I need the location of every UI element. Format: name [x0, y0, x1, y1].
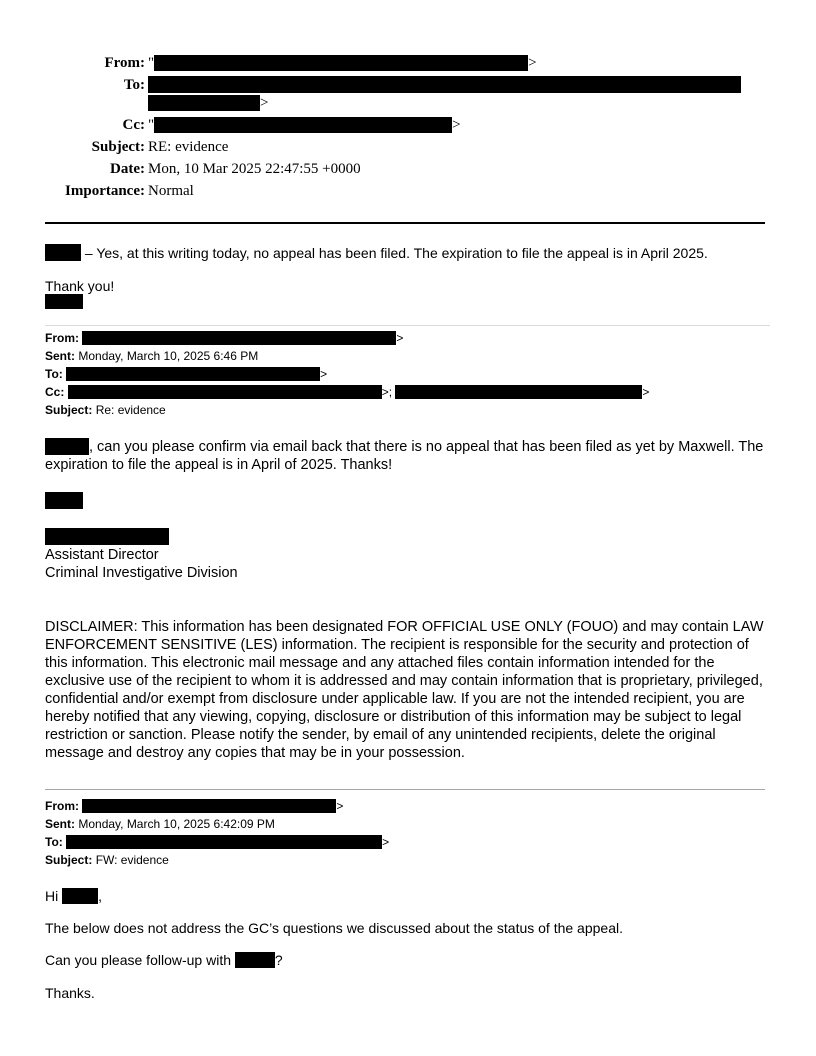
msg2-from-label: From: [45, 331, 79, 345]
msg3-subject-value: FW: evidence [95, 853, 169, 867]
msg3-from-suffix: > [336, 799, 344, 813]
redaction [66, 367, 320, 381]
cc-suffix: > [452, 117, 461, 133]
msg3-greeting [45, 887, 775, 905]
msg3-subject-label: Subject: [45, 853, 93, 867]
msg3-sent-value: Monday, March 10, 2025 6:42:09 PM [78, 817, 275, 831]
msg2-subject-value: Re: evidence [95, 403, 166, 417]
msg3-to-label: To: [45, 835, 63, 849]
subject-label: Subject: [91, 139, 145, 155]
msg2-from-suffix: > [396, 331, 404, 345]
msg3-greeting-end: , [98, 888, 103, 904]
msg2-cc-sep: >; [381, 385, 393, 399]
redaction [235, 952, 275, 968]
importance-value: Normal [148, 183, 194, 199]
msg3-from-label: From: [45, 799, 79, 813]
redaction [66, 835, 382, 849]
msg2-body-text: , can you please confirm via email back that there is no appeal that has been filed as yet by Maxwell. The expiration to file the appeal is in April of 2025. Thanks! [45, 439, 764, 473]
sig-division: Criminal Investigative Division [45, 565, 238, 581]
signature-name-redaction [45, 528, 169, 545]
message-divider [45, 325, 770, 326]
to-suffix: > [260, 95, 269, 111]
date-value: Mon, 10 Mar 2025 22:47:55 +0000 [148, 161, 361, 177]
redaction [62, 888, 98, 904]
msg3-sent-label: Sent: [45, 817, 75, 831]
redaction [82, 799, 336, 813]
from-prefix: " [148, 55, 155, 71]
msg2-to [45, 365, 327, 383]
msg2-from [45, 329, 403, 347]
msg2-subject-label: Subject: [45, 403, 93, 417]
redaction [45, 438, 89, 455]
to-value-cont [148, 94, 268, 112]
redaction [154, 117, 452, 133]
to-label: To: [123, 77, 145, 93]
redaction [68, 385, 382, 399]
msg3-sent [45, 815, 275, 833]
redaction [395, 385, 642, 399]
redaction [154, 55, 528, 71]
msg3-line2-text: Can you please follow-up with [45, 952, 231, 968]
to-value [148, 76, 741, 94]
msg3-subject [45, 851, 169, 869]
from-suffix: > [528, 55, 537, 71]
reply-thanks: Thank you! [45, 278, 115, 294]
msg2-sent [45, 347, 258, 365]
from-label: From: [104, 55, 145, 71]
message-divider [45, 789, 765, 790]
signature-redaction [45, 492, 83, 509]
sig-title: Assistant Director [45, 547, 159, 563]
redaction [148, 76, 741, 93]
msg3-to-suffix: > [382, 835, 390, 849]
msg2-subject [45, 401, 166, 419]
msg2-to-suffix: > [320, 367, 328, 381]
from-value [148, 54, 537, 72]
signature-redaction [45, 294, 83, 309]
msg2-sent-value: Monday, March 10, 2025 6:46 PM [78, 349, 259, 363]
header-divider [45, 222, 765, 224]
msg2-body [45, 438, 770, 474]
subject-value: RE: evidence [148, 139, 229, 155]
cc-prefix: " [148, 117, 155, 133]
importance-label: Importance: [65, 183, 145, 199]
msg3-line2 [45, 951, 775, 969]
msg2-to-label: To: [45, 367, 63, 381]
msg2-cc [45, 383, 649, 401]
msg3-line1: The below does not address the GC’s questions we discussed about the status of the appeal. [45, 920, 623, 936]
msg2-cc-suffix: > [642, 385, 650, 399]
msg3-closing: Thanks. [45, 985, 95, 1001]
redaction [148, 95, 260, 111]
redaction [45, 244, 81, 261]
reply-text: – Yes, at this writing today, no appeal has been filed. The expiration to file the appeal is in April 2025. [84, 245, 708, 261]
date-label: Date: [110, 161, 145, 177]
msg3-line2-end: ? [274, 952, 283, 968]
msg3-to [45, 833, 389, 851]
redaction [82, 331, 396, 345]
msg3-from [45, 797, 343, 815]
msg3-greeting-text: Hi [45, 888, 59, 904]
msg2-cc-label: Cc: [45, 385, 65, 399]
cc-value [148, 116, 461, 134]
disclaimer: DISCLAIMER: This information has been designated FOR OFFICIAL USE ONLY (FOUO) and may contain LAW ENFORCEMENT SENSITIVE (LES) information. The recipient is responsible for the security and protection of this information. This electronic mail message and any attached files contain information intended for the exclusive use of the recipient to whom it is addressed and may contain information that is proprietary, privileged, confidential and/or exempt from disclosure under applicable law. If you are not the intended recipient, you are hereby notified that any viewing, copying, disclosure or distribution of this information may be subject to legal restriction or sanction. Please notify the sender, by email of any unintended recipients, delete the original message and destroy any copies that may be in your possession. [45, 619, 764, 761]
cc-label: Cc: [122, 117, 145, 133]
reply-line [45, 244, 775, 262]
msg2-sent-label: Sent: [45, 349, 75, 363]
